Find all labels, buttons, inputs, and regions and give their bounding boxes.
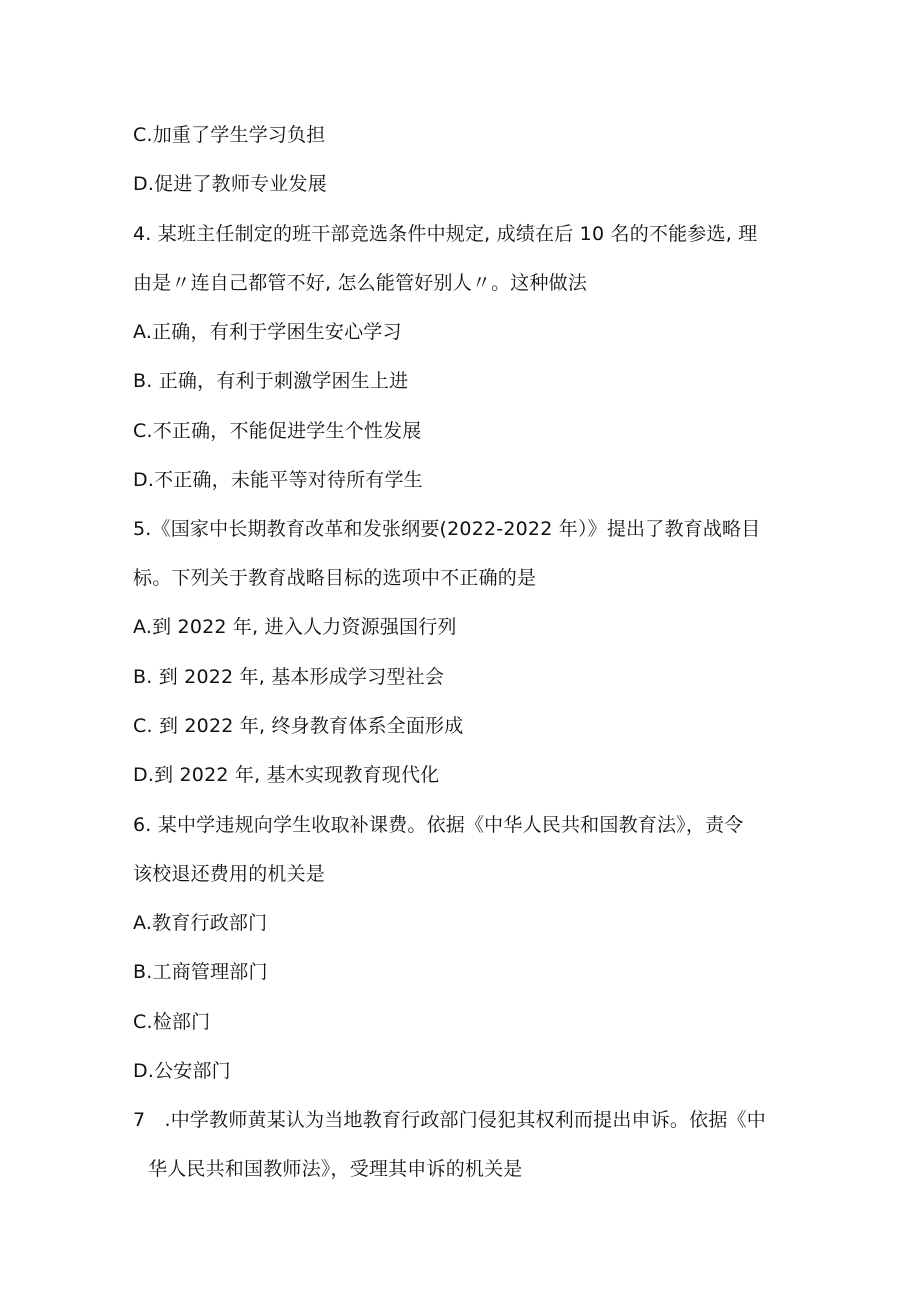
option-3c: C.加重了学生学习负担: [133, 124, 326, 146]
question-7-line-1: 7 .中学教师黄某认为当地教育行政部门侵犯其权利而提出申诉。依据《中: [133, 1109, 766, 1131]
question-6-line-1: 6. 某中学违规向学生收取补课费。依据《中华人民共和国教育法》，责令: [133, 814, 744, 836]
question-6-line-2: 该校退还费用的机关是: [133, 863, 326, 885]
option-4c: C.不正确，不能促进学生个性发展: [133, 420, 422, 442]
question-7-line-2: 华人民共和国教师法》，受理其申诉的机关是: [148, 1158, 523, 1180]
option-6a: A.教育行政部门: [133, 912, 268, 934]
option-3d: D.促进了教师专业发展: [133, 173, 327, 195]
option-6d: D.公安部门: [133, 1060, 231, 1082]
option-5b: B. 到 2022 年, 基本形成学习型社会: [133, 666, 445, 688]
option-4d: D.不正确，未能平等对待所有学生: [133, 469, 423, 491]
question-5-line-1: 5.《国家中长期教育改革和发张纲要(2022-2022 年）》提出了教育战略目: [133, 518, 761, 540]
option-6c: C.检部门: [133, 1011, 211, 1033]
option-5a: A.到 2022 年, 进入人力资源强国行列: [133, 616, 457, 638]
question-4-line-2: 由是〃连自己都管不好, 怎么能管好别人〃。这种做法: [133, 272, 588, 294]
option-5c: C. 到 2022 年, 终身教育体系全面形成: [133, 715, 464, 737]
question-4-line-1: 4. 某班主任制定的班干部竞选条件中规定, 成绩在后 10 名的不能参选, 理: [133, 223, 758, 245]
option-6b: B.工商管理部门: [133, 961, 268, 983]
option-4a: A.正确，有利于学困生安心学习: [133, 321, 402, 343]
option-5d: D.到 2022 年, 基木实现教育现代化: [133, 764, 440, 786]
option-4b: B. 正确，有利于刺激学困生上进: [133, 370, 409, 392]
question-5-line-2: 标。下列关于教育战略目标的选项中不正确的是: [133, 567, 537, 589]
